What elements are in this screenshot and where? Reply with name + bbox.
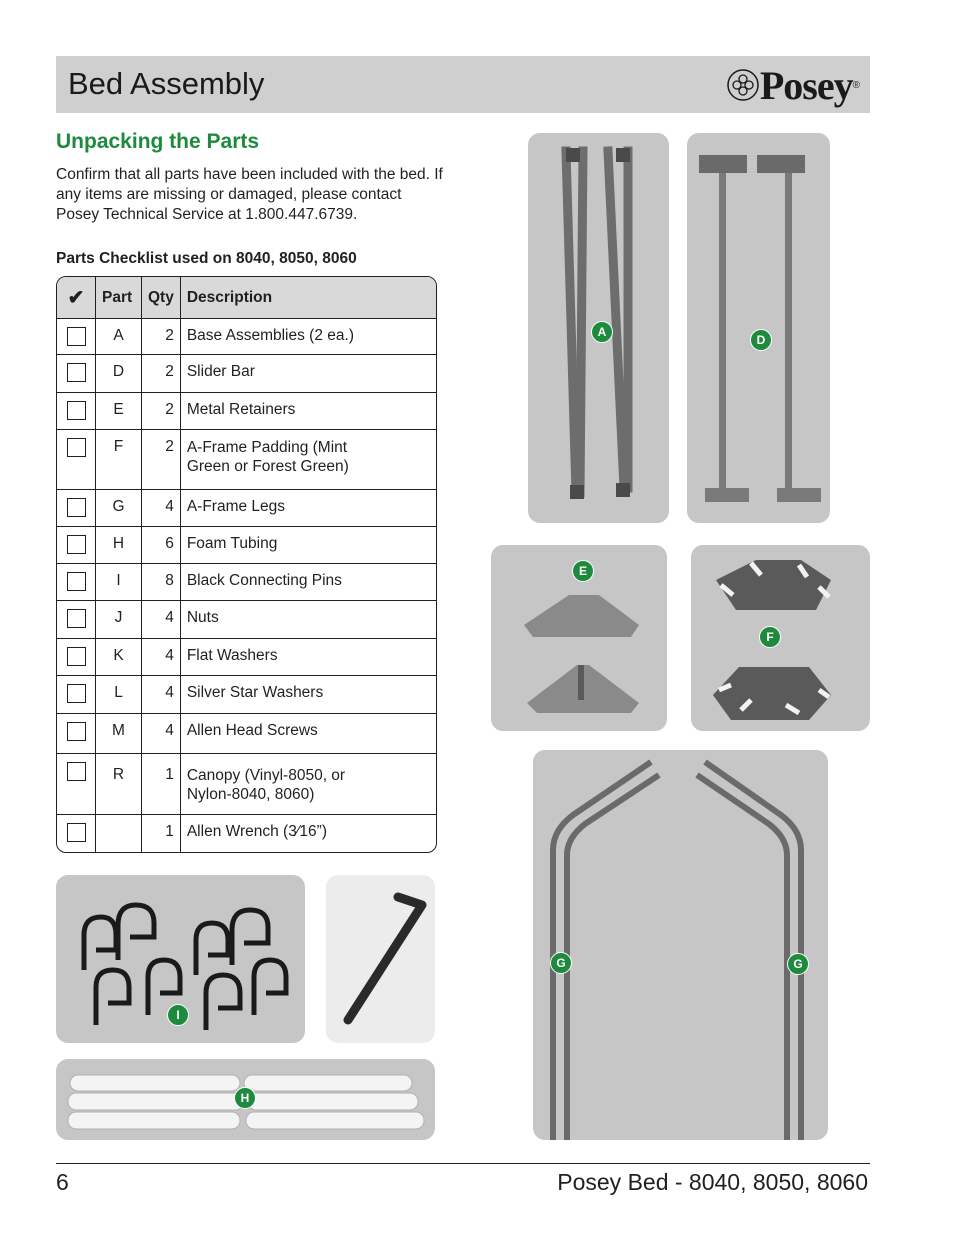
photo-slider-bars	[687, 133, 830, 523]
description-cell: Silver Star Washers	[180, 675, 436, 713]
table-row	[57, 354, 436, 392]
label-badge-d: D	[750, 329, 772, 351]
part-checkbox[interactable]	[67, 823, 86, 842]
part-checkbox[interactable]	[67, 684, 86, 703]
part-checkbox[interactable]	[67, 609, 86, 628]
photo-base-assemblies	[528, 133, 669, 523]
posey-logo	[726, 62, 860, 108]
registered-mark: ®	[852, 79, 860, 91]
label-badge-e: E	[572, 560, 594, 582]
description-cell: Allen Head Screws	[180, 713, 436, 753]
part-cell: F	[95, 429, 141, 489]
photo-allen-wrench	[326, 875, 435, 1043]
label-badge-g-left: G	[550, 952, 572, 974]
part-checkbox[interactable]	[67, 438, 86, 457]
page-number: 6	[56, 1169, 69, 1195]
part-cell: L	[95, 675, 141, 713]
photo-aframe-padding	[691, 545, 870, 731]
part-cell: K	[95, 638, 141, 675]
part-checkbox[interactable]	[67, 327, 86, 346]
qty-column-header: Qty	[141, 277, 180, 319]
qty-cell: 1	[141, 753, 180, 814]
intro-paragraph: Confirm that all parts have been included with the bed. If any items are missing or damaged, please contact Posey Technical Service at 1.800.447.6739.	[56, 166, 443, 223]
check-column-header: ✔	[57, 277, 95, 319]
photo-aframe-legs	[533, 750, 828, 1140]
description-cell: Foam Tubing	[180, 526, 436, 563]
allen-wrench-illustration	[326, 875, 435, 1043]
table-row	[57, 814, 436, 852]
description-cell: Slider Bar	[180, 354, 436, 392]
qty-cell: 4	[141, 638, 180, 675]
description-cell: Flat Washers	[180, 638, 436, 675]
part-cell: R	[95, 753, 141, 814]
description-cell: Metal Retainers	[180, 392, 436, 429]
description-cell: Nuts	[180, 600, 436, 638]
part-cell: D	[95, 354, 141, 392]
table-row	[57, 753, 436, 814]
qty-cell: 4	[141, 489, 180, 526]
label-badge-i: I	[167, 1004, 189, 1026]
description-cell: A-Frame Padding (Mint Green or Forest Green)	[180, 429, 436, 489]
table-row	[57, 600, 436, 638]
qty-cell: 2	[141, 319, 180, 354]
footer-title: Posey Bed - 8040, 8050, 8060	[557, 1169, 868, 1195]
slider-bars-illustration	[687, 133, 830, 523]
part-checkbox[interactable]	[67, 722, 86, 741]
label-badge-f: F	[759, 626, 781, 648]
table-row	[57, 526, 436, 563]
description-cell: Canopy (Vinyl-8050, or Nylon-8040, 8060)	[180, 753, 436, 814]
qty-cell: 2	[141, 429, 180, 489]
photo-foam-tubing	[56, 1059, 435, 1140]
part-cell: H	[95, 526, 141, 563]
table-row	[57, 563, 436, 600]
footer-divider	[56, 1163, 870, 1164]
table-row	[57, 638, 436, 675]
qty-cell: 2	[141, 392, 180, 429]
label-badge-h: H	[234, 1087, 256, 1109]
qty-cell: 1	[141, 814, 180, 852]
table-row	[57, 392, 436, 429]
logo-wordmark: Posey	[759, 62, 853, 108]
aframe-legs-illustration	[533, 750, 828, 1140]
description-cell: Allen Wrench (3⁄16”)	[180, 814, 436, 852]
table-row	[57, 489, 436, 526]
qty-cell: 2	[141, 354, 180, 392]
part-cell: I	[95, 563, 141, 600]
part-cell: E	[95, 392, 141, 429]
label-badge-g-right: G	[787, 953, 809, 975]
header-bar	[56, 56, 870, 113]
part-checkbox[interactable]	[67, 363, 86, 382]
part-checkbox[interactable]	[67, 647, 86, 666]
section-title: Unpacking the Parts	[56, 130, 260, 153]
part-column-header: Part	[95, 277, 141, 319]
photo-metal-retainers	[491, 545, 667, 731]
table-row	[57, 429, 436, 489]
qty-cell: 6	[141, 526, 180, 563]
parts-checklist-table	[56, 276, 437, 853]
checklist-title: Parts Checklist used on 8040, 8050, 8060	[56, 250, 357, 267]
photo-connecting-pins	[56, 875, 305, 1043]
table-row	[57, 675, 436, 713]
part-checkbox[interactable]	[67, 572, 86, 591]
table-header-row	[57, 277, 436, 319]
part-cell: M	[95, 713, 141, 753]
qty-cell: 4	[141, 675, 180, 713]
table-row	[57, 319, 436, 354]
posey-emblem-icon	[726, 68, 760, 102]
description-column-header: Description	[180, 277, 436, 319]
part-cell: A	[95, 319, 141, 354]
part-cell: J	[95, 600, 141, 638]
label-badge-a: A	[591, 321, 613, 343]
part-cell: G	[95, 489, 141, 526]
part-checkbox[interactable]	[67, 762, 86, 781]
description-cell: Black Connecting Pins	[180, 563, 436, 600]
part-checkbox[interactable]	[67, 498, 86, 517]
part-cell	[95, 814, 141, 852]
page-title: Bed Assembly	[68, 66, 265, 101]
qty-cell: 4	[141, 713, 180, 753]
description-cell: Base Assemblies (2 ea.)	[180, 319, 436, 354]
part-checkbox[interactable]	[67, 401, 86, 420]
qty-cell: 4	[141, 600, 180, 638]
table-row	[57, 713, 436, 753]
description-cell: A-Frame Legs	[180, 489, 436, 526]
qty-cell: 8	[141, 563, 180, 600]
part-checkbox[interactable]	[67, 535, 86, 554]
